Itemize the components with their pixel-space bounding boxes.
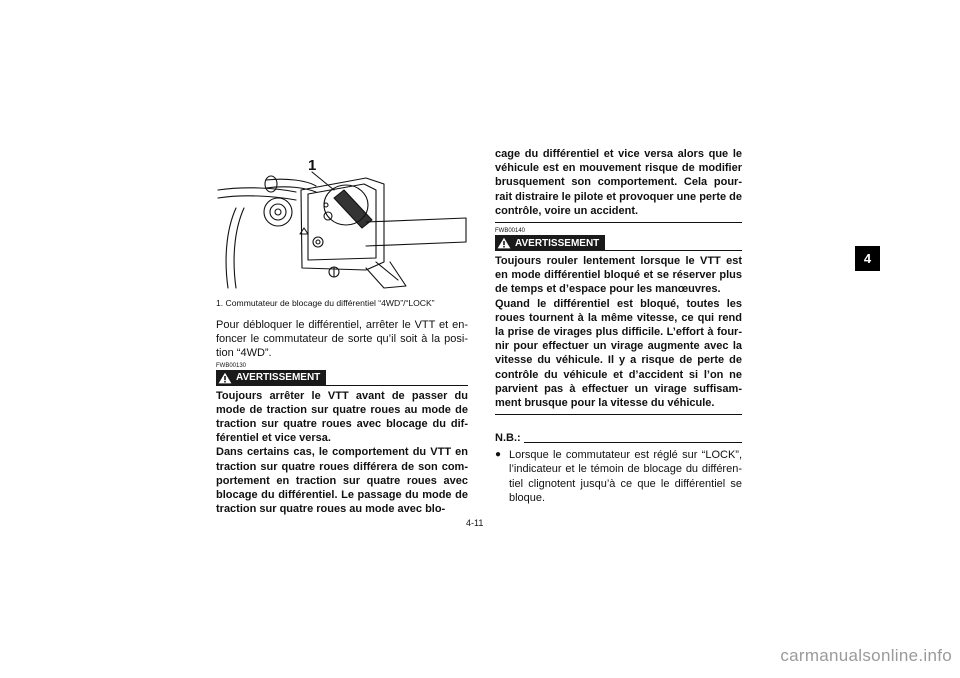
chapter-tab: 4: [855, 246, 880, 271]
warning1-label: AVERTISSEMENT: [236, 372, 321, 384]
warning-triangle-icon: [497, 237, 511, 249]
watermark: carmanualsonline.info: [780, 646, 952, 665]
warning-triangle-icon: [218, 372, 232, 384]
figure-caption: 1. Commutateur de blocage du différentiel “4WD”/“LOCK”: [216, 298, 435, 308]
note-text: Lorsque le commutateur est réglé sur “LOCK”, l’indicateur et le témoin de blocage du différen-tiel clignotent jusqu’à ce que le différentiel se bloque.: [509, 449, 742, 504]
warning2-text: Toujours rouler lentement lorsque le VTT est en mode différentiel bloqué et se réserver plus de temps et d’espace pour les manœuvres. Quand le différentiel est bloqué, toutes les roues tournent à la même vitesse, ce qui rend la prise de virages plus difficile. L’effort à four-nir pour effectuer un virage augmente avec la vitesse du véhicule. Il y a risque de perte de contrôle du véhicule et d’accident si l’on ne parvient pas à effectuer un virage suffisam-ment brusque pour la vitesse du véhicule.: [495, 255, 742, 410]
note-item: [495, 448, 742, 505]
intro-paragraph: Pour débloquer le différentiel, arrêter le VTT et en-foncer le commutateur de sorte qu’il soit à la posi-tion “4WD”.: [216, 319, 468, 360]
callout-number: 1: [308, 157, 317, 174]
warning1-text: Toujours arrêter le VTT avant de passer du mode de traction sur quatre roues au mode de traction sur quatre roues avec blocage du dif-férentiel et vice versa. Dans certains cas, le comportement du VTT en traction sur quatre roues différera de son com-portement en traction sur quatre roues avec blocage du différentiel. Le passage du mode de traction sur quatre roues au mode avec blo-: [216, 389, 468, 516]
handlebar-drawing: [216, 150, 468, 290]
warning2-code: FWB00140: [495, 228, 526, 235]
warning1-end-rule: [495, 222, 742, 223]
switch-illustration: [216, 150, 468, 290]
bullet-icon: ●: [495, 449, 502, 461]
warning1-continuation: cage du différentiel et vice versa alors que le véhicule est en mouvement risque de modifier brusquement son comportement. Cela pour-rait distraire le pilote et provoquer une perte de contrôle, voire un accident.: [495, 148, 742, 217]
warning2-header-rule: [605, 250, 742, 251]
warning1-header: [216, 370, 468, 386]
note-header-rule: [524, 442, 742, 443]
note-label: N.B.:: [495, 432, 521, 445]
warning2-label: AVERTISSEMENT: [515, 237, 600, 249]
left-column: [216, 318, 468, 516]
warning2-header: [495, 235, 742, 251]
warning1-badge: [216, 370, 326, 386]
warning2-end-rule: [495, 414, 742, 415]
warning1-header-rule: [326, 385, 468, 386]
note-header: [495, 432, 742, 445]
page-number: 4-11: [466, 518, 484, 528]
right-column: [495, 147, 742, 505]
warning1-code: FWB00130: [216, 362, 247, 369]
warning2-badge: [495, 235, 605, 251]
